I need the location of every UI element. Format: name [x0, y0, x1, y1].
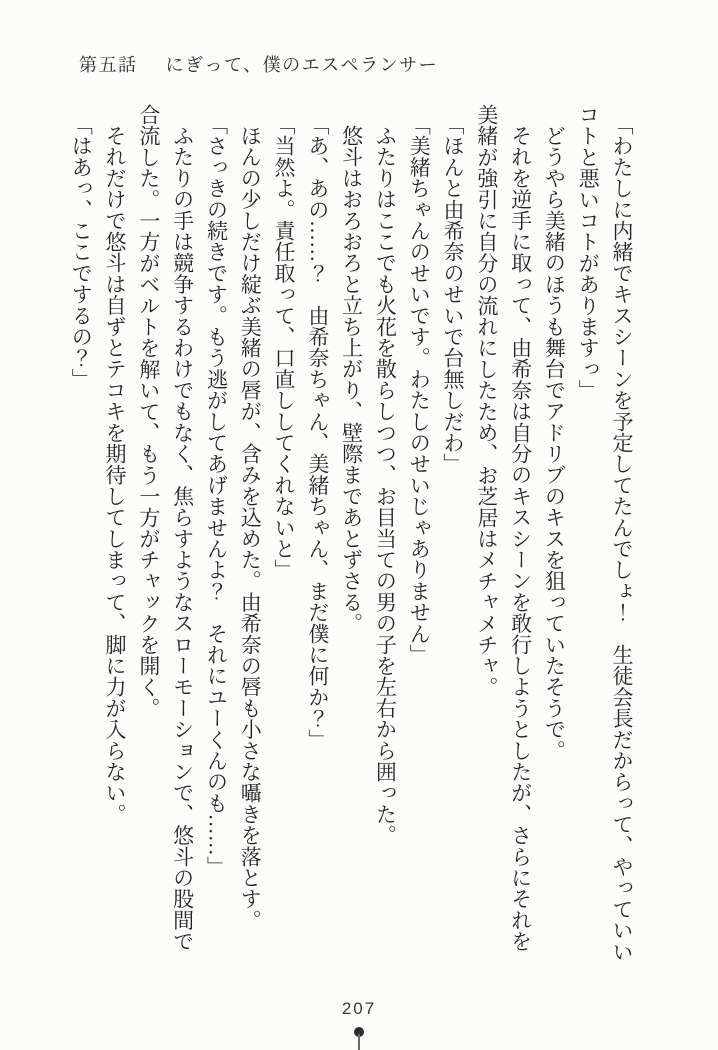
text-line: それを逆手に取って、由希奈は自分のキスシーンを敢行しようとしたが、さらにそれを: [508, 125, 533, 952]
text-line: 美緒が強引に自分の流れにしたため、お芝居はメチャメチャ。: [474, 104, 499, 698]
page-number: 207: [341, 999, 377, 1018]
chapter-header: [79, 51, 438, 77]
text-line: コトと悪いコトがありますっ」: [576, 104, 601, 401]
text-line: 「美緒ちゃんのせいです。わたしのせいじゃありません」: [407, 114, 432, 666]
text-line: 合流した。一方がベルトを解いて、もう一方がチャックを開く。: [136, 104, 161, 719]
chapter-number: 第五話: [79, 55, 138, 75]
text-line: それだけで悠斗は自ずとテコキを期待してしまって、脚に力が入らない。: [103, 125, 128, 825]
text-line: 「ほんと由希奈のせいで台無しだわ」: [441, 114, 466, 475]
text-line: 「さっきの続きです。もう逃がしてあげませんよ？ それにユーくんのも……」: [204, 114, 229, 878]
text-line: 「はあっ、ここでするの？」: [69, 114, 94, 390]
binding-line-mark: [358, 1034, 360, 1050]
text-line: ほんの少しだけ綻ぶ美緒の唇が、含みを込めた。由希奈の唇も小さな囁きを落とす。: [238, 125, 263, 931]
text-line: 「あ、あの……？ 由希奈ちゃん、美緒ちゃん、まだ僕に何か？」: [305, 114, 330, 750]
text-line: ふたりはここでも火花を散らしつつ、お目当ての男の子を左右から囲った。: [373, 125, 398, 846]
chapter-title: にぎって、僕のエスペランサー: [165, 55, 439, 75]
text-line: 「当然よ。責任取って、口直ししてくれないと」: [272, 114, 297, 581]
text-line: ふたりの手は競争するわけでもなく、焦らすようなスローモーションで、悠斗の股間で: [170, 125, 195, 952]
vertical-text-body: [63, 104, 638, 990]
text-line: どうやら美緒のほうも舞台でアドリブのキスを狙っていたそうで。: [542, 125, 567, 761]
text-line: 悠斗はおろおろと立ち上がり、壁際まであとずさる。: [339, 125, 364, 634]
text-line: 「わたしに内緒でキスシーンを予定してたんでしょ！ 生徒会長だからって、やっていい: [610, 114, 634, 962]
